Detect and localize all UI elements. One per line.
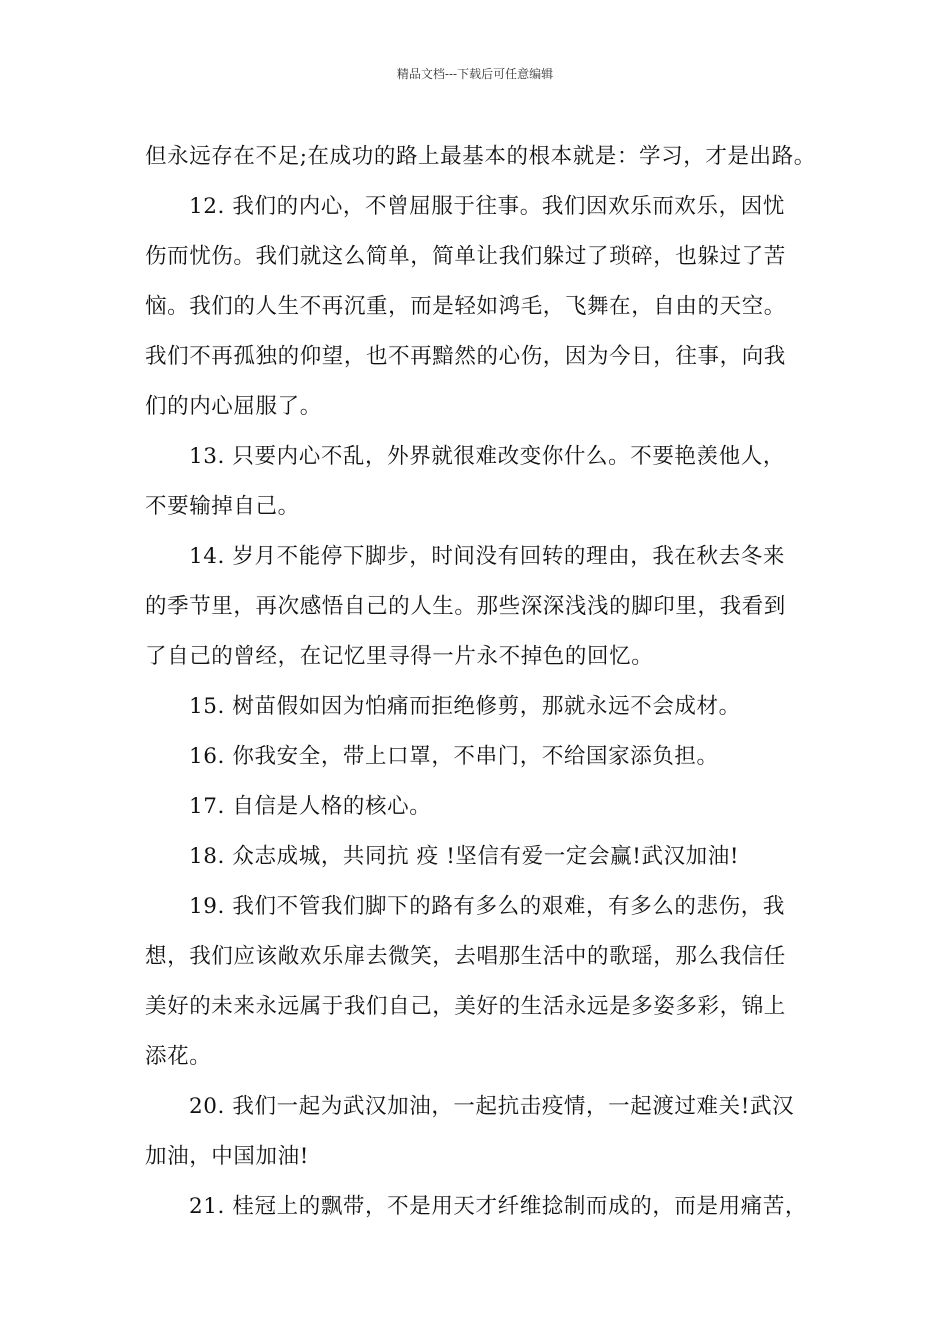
text-line: 21. 桂冠上的飘带，不是用天才纤维捻制而成的，而是用痛苦，	[189, 1194, 808, 1219]
text-line: 伤而忧伤。我们就这么简单，简单让我们躲过了琐碎，也躲过了苦	[145, 244, 786, 269]
text-line: 13. 只要内心不乱，外界就很难改变你什么。不要艳羡他人，	[189, 444, 785, 469]
text-line: 不要输掉自己。	[145, 494, 300, 519]
text-line: 17. 自信是人格的核心。	[189, 794, 432, 819]
text-line: 的季节里，再次感悟自己的人生。那些深深浅浅的脚印里，我看到	[145, 594, 786, 619]
text-line: 美好的未来永远属于我们自己，美好的生活永远是多姿多彩，锦上	[145, 994, 786, 1019]
page-header: 精品文档---下载后可任意编辑	[396, 67, 554, 81]
text-line: 18. 众志成城，共同抗 疫 !坚信有爱一定会赢!武汉加油!	[189, 844, 740, 869]
text-line: 我们不再孤独的仰望，也不再黯然的心伤，因为今日，往事，向我	[145, 344, 786, 369]
text-line: 20. 我们一起为武汉加油，一起抗击疫情，一起渡过难关!武汉	[189, 1094, 795, 1119]
text-line: 添花。	[145, 1044, 212, 1069]
text-line: 15. 树苗假如因为怕痛而拒绝修剪，那就永远不会成材。	[189, 694, 741, 719]
text-line: 12. 我们的内心，不曾屈服于往事。我们因欢乐而欢乐，因忧	[189, 194, 785, 219]
text-line: 14. 岁月不能停下脚步，时间没有回转的理由，我在秋去冬来	[189, 544, 785, 569]
text-line: 16. 你我安全，带上口罩，不串门，不给国家添负担。	[189, 744, 719, 769]
text-line: 们的内心屈服了。	[145, 394, 322, 419]
text-line: 恼。我们的人生不再沉重，而是轻如鸿毛，飞舞在，自由的天空。	[145, 294, 786, 319]
text-line: 了自己的曾经，在记忆里寻得一片永不掉色的回忆。	[145, 644, 654, 669]
text-line: 加油，中国加油!	[145, 1144, 309, 1169]
text-line: 想，我们应该敞欢乐扉去微笑，去唱那生活中的歌瑶，那么我信任	[145, 944, 786, 969]
document-body	[145, 132, 825, 1232]
text-line: 但永远存在不足;在成功的路上最基本的根本就是：学习，才是出路。	[145, 144, 816, 169]
text-line: 19. 我们不管我们脚下的路有多么的艰难，有多么的悲伤，我	[189, 894, 785, 919]
